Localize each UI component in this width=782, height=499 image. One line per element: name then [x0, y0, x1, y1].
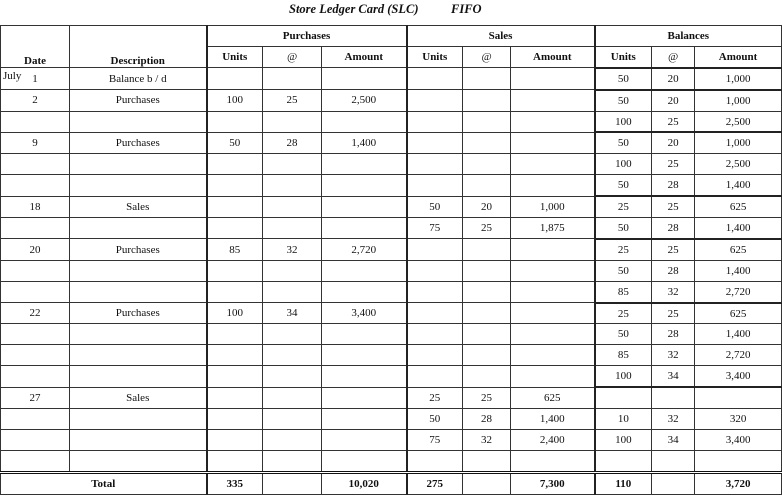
description-cell: Purchases	[70, 132, 207, 153]
col-header-balance-amount: Amount	[695, 46, 782, 67]
date-cell	[1, 303, 70, 324]
purchase-units-cell	[207, 429, 263, 450]
col-header-sales-rate: @	[463, 46, 511, 67]
date-cell	[1, 196, 70, 217]
description-cell: Purchases	[70, 239, 207, 260]
purchase-units-cell	[207, 387, 263, 408]
balance-units-cell: 50	[595, 324, 652, 345]
balance-amount-cell: 625	[695, 239, 782, 260]
sales-units-cell: 75	[407, 429, 463, 450]
table-row	[1, 132, 782, 153]
ledger-title-method: FIFO	[451, 2, 482, 16]
balance-units-cell: 85	[595, 345, 652, 366]
description-cell	[70, 429, 207, 450]
sales-units-cell: 50	[407, 196, 463, 217]
balance-units-cell: 100	[595, 111, 652, 132]
balance-units-cell: 50	[595, 175, 652, 196]
balance-rate-cell: 32	[652, 281, 695, 302]
balance-amount-cell: 1,400	[695, 260, 782, 281]
purchase-amount-cell: 2,500	[322, 90, 407, 111]
balance-rate-cell: 25	[652, 111, 695, 132]
balance-amount-cell: 625	[695, 196, 782, 217]
purchase-rate-cell	[263, 196, 322, 217]
table-row	[1, 90, 782, 111]
balance-units-cell: 25	[595, 303, 652, 324]
group-header-sales: Sales	[407, 26, 595, 47]
balance-rate-cell: 34	[652, 429, 695, 450]
description-cell	[70, 366, 207, 387]
purchase-amount-cell: 1,400	[322, 132, 407, 153]
sales-amount-cell	[511, 90, 595, 111]
balance-rate-cell: 28	[652, 218, 695, 239]
description-cell	[70, 345, 207, 366]
purchase-units-cell	[207, 345, 263, 366]
description-cell	[70, 450, 207, 472]
sales-units-cell	[407, 345, 463, 366]
balance-amount-cell: 2,720	[695, 281, 782, 302]
purchase-units-cell	[207, 175, 263, 196]
description-cell	[70, 260, 207, 281]
total-sales-rate	[463, 472, 511, 494]
purchase-rate-cell: 32	[263, 239, 322, 260]
balance-rate-cell: 28	[652, 175, 695, 196]
sales-rate-cell	[463, 450, 511, 472]
purchase-rate-cell	[263, 175, 322, 196]
col-header-purchase-units: Units	[207, 46, 263, 67]
total-balance-amount: 3,720	[695, 472, 782, 494]
sales-units-cell	[407, 303, 463, 324]
table-row	[1, 429, 782, 450]
date-cell	[1, 68, 70, 90]
sales-units-cell	[407, 239, 463, 260]
total-purchase-rate	[263, 472, 322, 494]
description-cell: Sales	[70, 196, 207, 217]
balance-amount-cell: 1,000	[695, 68, 782, 90]
balance-amount-cell: 320	[695, 409, 782, 430]
sales-rate-cell: 32	[463, 429, 511, 450]
sales-rate-cell	[463, 239, 511, 260]
balance-amount-cell: 1,000	[695, 90, 782, 111]
purchase-units-cell	[207, 366, 263, 387]
total-row	[1, 472, 782, 494]
sales-amount-cell	[511, 260, 595, 281]
description-cell	[70, 281, 207, 302]
table-row	[1, 324, 782, 345]
purchase-amount-cell	[322, 196, 407, 217]
sales-rate-cell	[463, 68, 511, 90]
purchase-rate-cell	[263, 218, 322, 239]
table-header	[1, 26, 782, 68]
balance-rate-cell: 34	[652, 366, 695, 387]
date-cell	[1, 132, 70, 153]
date-cell	[1, 90, 70, 111]
balance-rate-cell	[652, 450, 695, 472]
sales-rate-cell	[463, 260, 511, 281]
purchase-amount-cell	[322, 111, 407, 132]
group-header-balances: Balances	[595, 26, 782, 47]
description-cell	[70, 409, 207, 430]
total-sales-amount: 7,300	[511, 472, 595, 494]
sales-rate-cell	[463, 154, 511, 175]
purchase-amount-cell	[322, 281, 407, 302]
sales-amount-cell: 625	[511, 387, 595, 408]
total-purchase-units: 335	[207, 472, 263, 494]
balance-rate-cell: 20	[652, 90, 695, 111]
col-header-description: Description	[70, 26, 207, 68]
sales-amount-cell	[511, 324, 595, 345]
sales-rate-cell: 25	[463, 218, 511, 239]
table-row	[1, 154, 782, 175]
total-label: Total	[1, 472, 207, 494]
table-row	[1, 387, 782, 408]
purchase-units-cell	[207, 260, 263, 281]
table-row	[1, 409, 782, 430]
sales-rate-cell	[463, 366, 511, 387]
description-cell	[70, 175, 207, 196]
group-header-purchases: Purchases	[207, 26, 407, 47]
sales-amount-cell	[511, 239, 595, 260]
sales-rate-cell: 20	[463, 196, 511, 217]
balance-units-cell: 100	[595, 366, 652, 387]
sales-amount-cell	[511, 175, 595, 196]
balance-rate-cell: 25	[652, 303, 695, 324]
balance-amount-cell: 2,500	[695, 111, 782, 132]
purchase-rate-cell	[263, 450, 322, 472]
col-header-purchase-rate: @	[263, 46, 322, 67]
table-row	[1, 366, 782, 387]
date-cell	[1, 387, 70, 408]
sales-rate-cell	[463, 111, 511, 132]
sales-amount-cell	[511, 281, 595, 302]
balance-rate-cell	[652, 387, 695, 408]
purchase-amount-cell	[322, 260, 407, 281]
date-cell	[1, 450, 70, 472]
sales-amount-cell: 1,400	[511, 409, 595, 430]
sales-units-cell	[407, 450, 463, 472]
date-cell	[1, 281, 70, 302]
col-header-balance-units: Units	[595, 46, 652, 67]
balance-units-cell: 50	[595, 218, 652, 239]
col-header-date: Date	[1, 26, 70, 68]
table-row	[1, 175, 782, 196]
sales-rate-cell	[463, 281, 511, 302]
purchase-rate-cell	[263, 345, 322, 366]
date-cell	[1, 260, 70, 281]
description-cell	[70, 154, 207, 175]
balance-units-cell: 50	[595, 132, 652, 153]
balance-rate-cell: 20	[652, 68, 695, 90]
date-cell	[1, 345, 70, 366]
sales-rate-cell	[463, 324, 511, 345]
sales-units-cell: 75	[407, 218, 463, 239]
purchase-rate-cell	[263, 324, 322, 345]
purchase-amount-cell	[322, 387, 407, 408]
date-day: 27	[29, 391, 41, 404]
sales-amount-cell	[511, 345, 595, 366]
balance-amount-cell	[695, 450, 782, 472]
description-cell	[70, 218, 207, 239]
balance-rate-cell: 25	[652, 239, 695, 260]
col-header-sales-amount: Amount	[511, 46, 595, 67]
balance-amount-cell: 1,400	[695, 324, 782, 345]
ledger-title-main: Store Ledger Card (SLC)	[289, 2, 419, 16]
sales-units-cell	[407, 366, 463, 387]
balance-rate-cell: 28	[652, 324, 695, 345]
sales-units-cell: 25	[407, 387, 463, 408]
date-cell	[1, 218, 70, 239]
total-balance-rate	[652, 472, 695, 494]
balance-units-cell: 50	[595, 68, 652, 90]
balance-units-cell: 10	[595, 409, 652, 430]
sales-amount-cell	[511, 154, 595, 175]
purchase-amount-cell	[322, 450, 407, 472]
date-cell	[1, 429, 70, 450]
description-cell: Purchases	[70, 303, 207, 324]
sales-rate-cell: 25	[463, 387, 511, 408]
date-cell	[1, 324, 70, 345]
purchase-units-cell	[207, 218, 263, 239]
sales-units-cell	[407, 154, 463, 175]
ledger-body	[1, 68, 782, 472]
sales-units-cell: 50	[407, 409, 463, 430]
date-day: 9	[32, 137, 38, 150]
balance-rate-cell: 25	[652, 154, 695, 175]
table-row	[1, 196, 782, 217]
balance-units-cell: 50	[595, 90, 652, 111]
purchase-rate-cell	[263, 111, 322, 132]
date-cell	[1, 175, 70, 196]
sales-units-cell	[407, 281, 463, 302]
purchase-rate-cell	[263, 68, 322, 90]
purchase-amount-cell	[322, 366, 407, 387]
date-cell	[1, 111, 70, 132]
table-row	[1, 281, 782, 302]
balance-units-cell	[595, 450, 652, 472]
table-row	[1, 111, 782, 132]
description-cell: Sales	[70, 387, 207, 408]
purchase-rate-cell: 25	[263, 90, 322, 111]
purchase-amount-cell	[322, 154, 407, 175]
col-header-sales-units: Units	[407, 46, 463, 67]
sales-amount-cell: 2,400	[511, 429, 595, 450]
description-cell	[70, 111, 207, 132]
sales-rate-cell	[463, 132, 511, 153]
total-sales-units: 275	[407, 472, 463, 494]
sales-amount-cell	[511, 366, 595, 387]
balance-units-cell: 85	[595, 281, 652, 302]
purchase-units-cell: 100	[207, 303, 263, 324]
table-row	[1, 239, 782, 260]
date-cell	[1, 154, 70, 175]
purchase-rate-cell	[263, 366, 322, 387]
sales-rate-cell: 28	[463, 409, 511, 430]
balance-rate-cell: 32	[652, 409, 695, 430]
sales-amount-cell	[511, 68, 595, 90]
purchase-rate-cell	[263, 429, 322, 450]
purchase-amount-cell	[322, 324, 407, 345]
date-month: July	[3, 70, 22, 83]
store-ledger-table	[0, 25, 782, 495]
balance-units-cell: 25	[595, 196, 652, 217]
purchase-units-cell	[207, 281, 263, 302]
balance-rate-cell: 28	[652, 260, 695, 281]
col-header-balance-rate: @	[652, 46, 695, 67]
sales-units-cell	[407, 111, 463, 132]
purchase-rate-cell: 34	[263, 303, 322, 324]
sales-rate-cell	[463, 175, 511, 196]
purchase-rate-cell	[263, 409, 322, 430]
balance-amount-cell: 3,400	[695, 366, 782, 387]
table-row	[1, 303, 782, 324]
purchase-units-cell	[207, 450, 263, 472]
sales-units-cell	[407, 175, 463, 196]
date-cell	[1, 239, 70, 260]
purchase-units-cell	[207, 409, 263, 430]
purchase-rate-cell	[263, 154, 322, 175]
purchase-amount-cell	[322, 68, 407, 90]
purchase-rate-cell: 28	[263, 132, 322, 153]
total-purchase-amount: 10,020	[322, 472, 407, 494]
balance-units-cell: 50	[595, 260, 652, 281]
balance-amount-cell: 2,720	[695, 345, 782, 366]
purchase-units-cell	[207, 111, 263, 132]
table-row	[1, 218, 782, 239]
purchase-amount-cell	[322, 429, 407, 450]
purchase-amount-cell	[322, 218, 407, 239]
table-row	[1, 450, 782, 472]
purchase-amount-cell	[322, 409, 407, 430]
balance-rate-cell: 20	[652, 132, 695, 153]
description-cell: Balance b / d	[70, 68, 207, 90]
purchase-units-cell: 85	[207, 239, 263, 260]
balance-rate-cell: 32	[652, 345, 695, 366]
balance-units-cell: 25	[595, 239, 652, 260]
sales-units-cell	[407, 68, 463, 90]
date-day: 20	[29, 243, 41, 256]
table-footer	[1, 472, 782, 494]
sales-rate-cell	[463, 90, 511, 111]
sales-rate-cell	[463, 303, 511, 324]
purchase-amount-cell: 3,400	[322, 303, 407, 324]
table-row	[1, 260, 782, 281]
purchase-units-cell: 100	[207, 90, 263, 111]
balance-amount-cell: 1,400	[695, 218, 782, 239]
sales-rate-cell	[463, 345, 511, 366]
sales-units-cell	[407, 324, 463, 345]
group-header-row	[1, 26, 782, 47]
sales-amount-cell	[511, 303, 595, 324]
balance-amount-cell: 1,400	[695, 175, 782, 196]
date-day: 18	[29, 200, 41, 213]
sales-amount-cell	[511, 450, 595, 472]
purchase-amount-cell: 2,720	[322, 239, 407, 260]
balance-amount-cell: 625	[695, 303, 782, 324]
sales-amount-cell	[511, 132, 595, 153]
balance-amount-cell: 2,500	[695, 154, 782, 175]
balance-amount-cell: 1,000	[695, 132, 782, 153]
purchase-units-cell	[207, 324, 263, 345]
date-day: 22	[29, 307, 41, 320]
table-row	[1, 68, 782, 90]
purchase-rate-cell	[263, 260, 322, 281]
sales-units-cell	[407, 132, 463, 153]
purchase-units-cell	[207, 154, 263, 175]
balance-rate-cell: 25	[652, 196, 695, 217]
description-cell	[70, 324, 207, 345]
total-balance-units: 110	[595, 472, 652, 494]
sales-units-cell	[407, 260, 463, 281]
purchase-units-cell	[207, 68, 263, 90]
col-header-purchase-amount: Amount	[322, 46, 407, 67]
date-cell	[1, 409, 70, 430]
sales-amount-cell: 1,875	[511, 218, 595, 239]
balance-units-cell: 100	[595, 429, 652, 450]
balance-units-cell	[595, 387, 652, 408]
sales-amount-cell	[511, 111, 595, 132]
sales-amount-cell: 1,000	[511, 196, 595, 217]
purchase-rate-cell	[263, 281, 322, 302]
description-cell: Purchases	[70, 90, 207, 111]
purchase-units-cell	[207, 196, 263, 217]
date-day: 1	[32, 72, 38, 85]
date-cell	[1, 366, 70, 387]
date-day: 2	[32, 94, 38, 107]
balance-amount-cell	[695, 387, 782, 408]
purchase-amount-cell	[322, 175, 407, 196]
purchase-amount-cell	[322, 345, 407, 366]
purchase-units-cell: 50	[207, 132, 263, 153]
balance-units-cell: 100	[595, 154, 652, 175]
sales-units-cell	[407, 90, 463, 111]
purchase-rate-cell	[263, 387, 322, 408]
balance-amount-cell: 3,400	[695, 429, 782, 450]
table-row	[1, 345, 782, 366]
